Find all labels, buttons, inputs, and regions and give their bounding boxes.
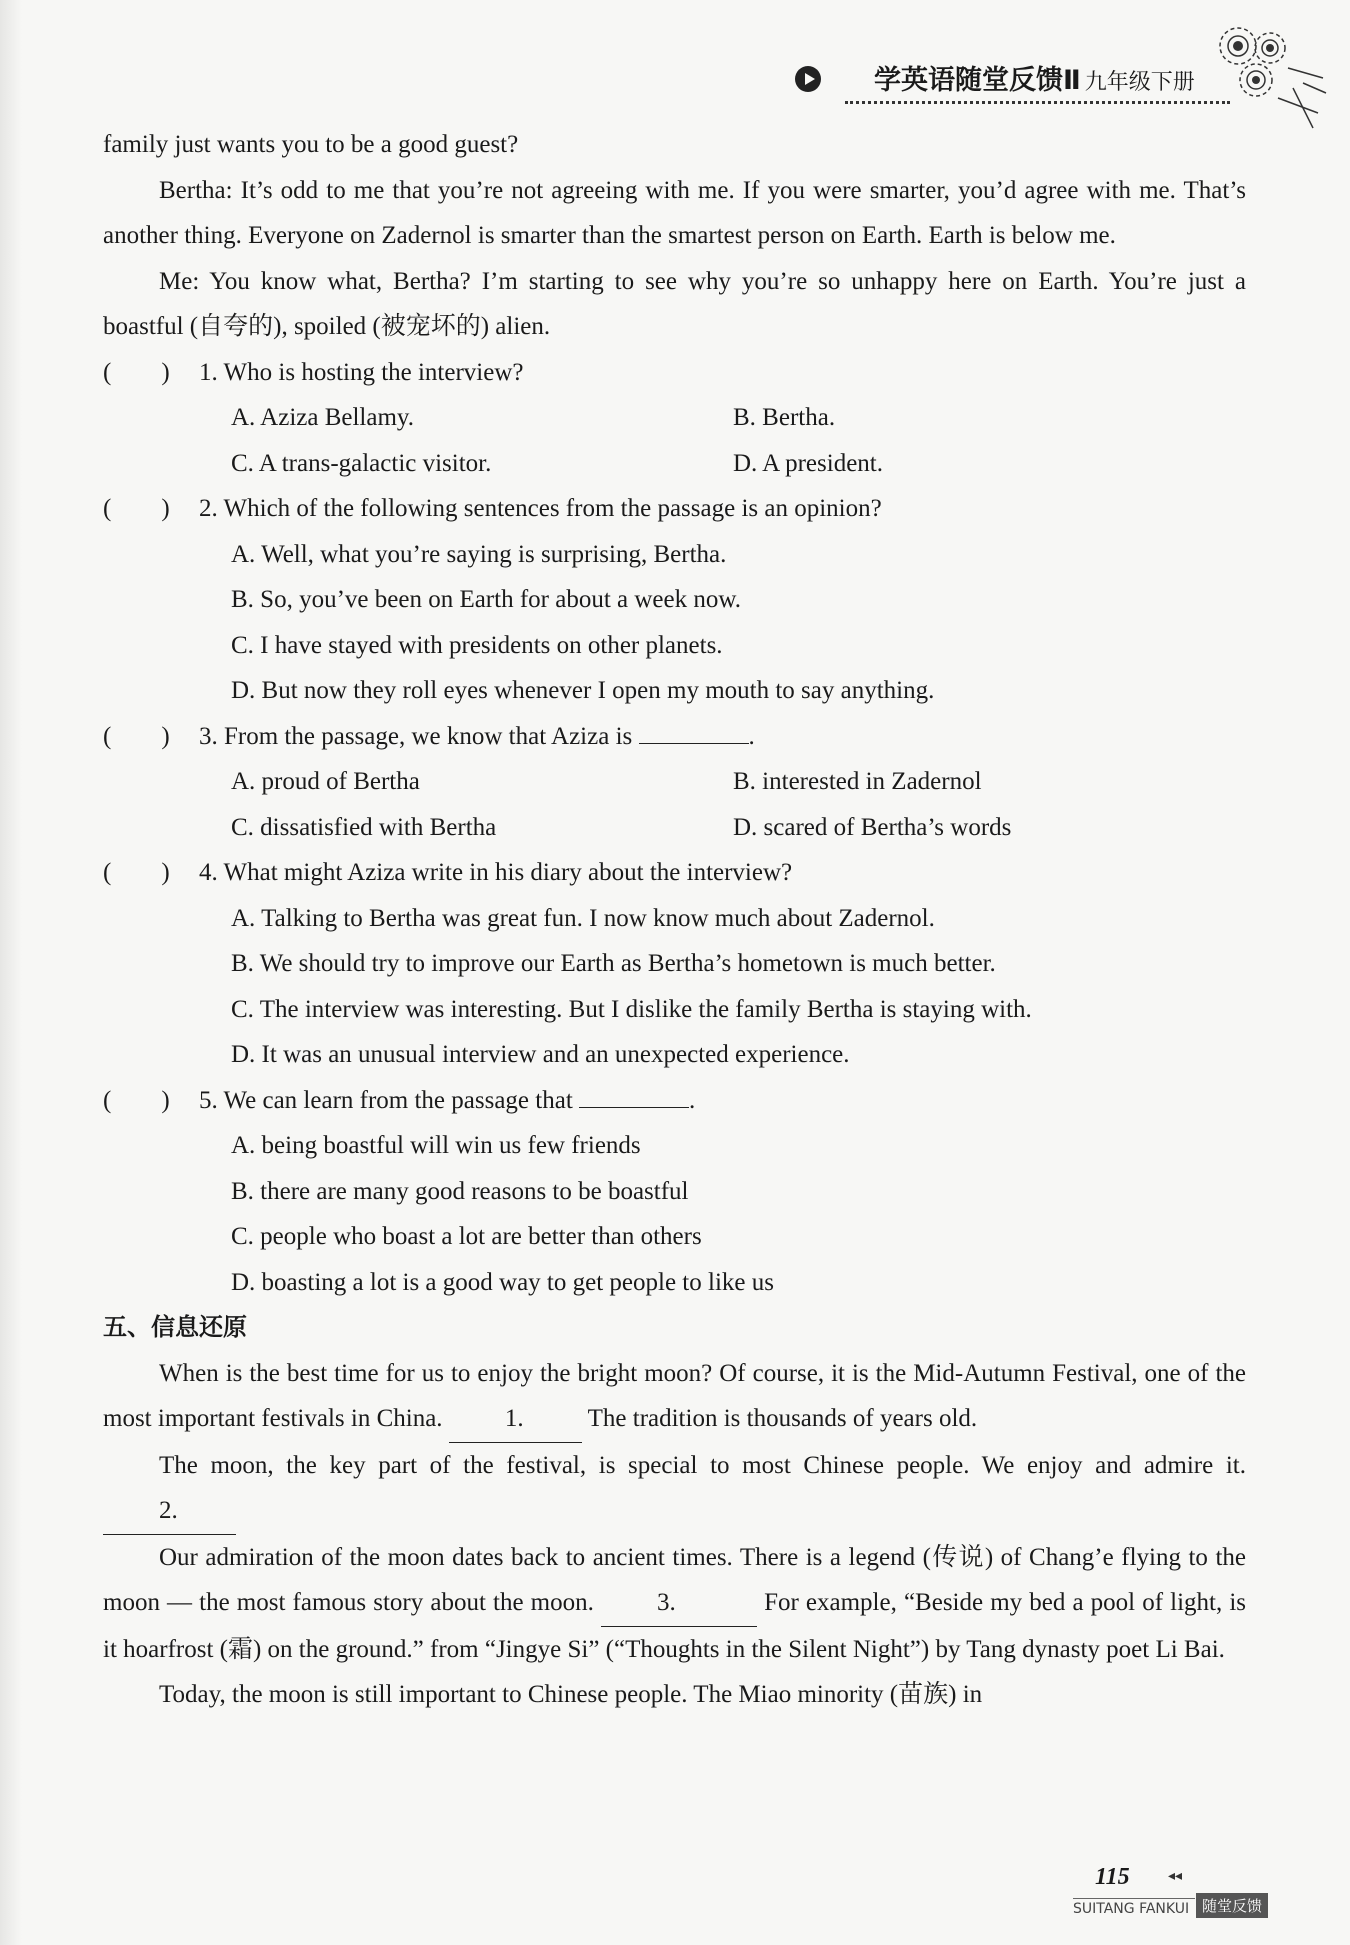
double-arrow-left-icon: ◂◂ <box>1168 1868 1183 1884</box>
option: C. A trans-galactic visitor. <box>231 449 492 477</box>
option: A. being boastful will win us few friends <box>231 1132 641 1159</box>
passage-line: family just wants you to be a good guest? <box>103 131 519 158</box>
question-1 <box>103 350 1246 396</box>
book-title-sub: 九年级下册 <box>1084 70 1195 95</box>
question-4 <box>103 850 1246 896</box>
paragraph-text: When is the best time for us to enjoy the bright moon? Of course, it is the Mid-Autumn Festival, one of the most important festivals in China. <box>103 1359 1246 1432</box>
footer-series-name: SUITANG FANKUI <box>1073 1901 1190 1917</box>
blank-number: 3. <box>656 1589 676 1616</box>
question-stem: 1. Who is hosting the interview? <box>199 358 524 386</box>
answer-blank[interactable] <box>639 718 749 744</box>
question-3 <box>103 714 1246 760</box>
options-row <box>103 805 1246 851</box>
paragraph-text: For example, “Beside my bed a pool of light, is it hoarfrost (霜) on the ground.” from “Jingye Si” (“Thoughts in the Silent Night”) by Tang dynasty poet Li Bai. <box>103 1589 1247 1663</box>
option: B. So, you’ve been on Earth for about a week now. <box>231 586 742 613</box>
answer-paren[interactable]: ( ) <box>103 495 170 522</box>
options-row <box>103 441 1246 487</box>
blank-1[interactable] <box>449 1396 582 1443</box>
option: C. dissatisfied with Bertha <box>231 813 497 841</box>
section-title: 五、信息还原 <box>103 1313 247 1341</box>
stem-end: . <box>748 722 755 750</box>
blank-number: 1. <box>504 1405 524 1432</box>
paragraph-text: The moon, the key part of the festival, is special to most Chinese people. We enjoy and admire it. <box>159 1451 1246 1479</box>
section5-paragraph-1 <box>103 1351 1246 1443</box>
option: A. Aziza Bellamy. <box>231 404 415 431</box>
footer-tag: 随堂反馈 <box>1196 1893 1268 1918</box>
passage-paragraph: Bertha: It’s odd to me that you’re not agreeing with me. If you were smarter, you’d agree with me. That’s another thing. Everyone on Zadernol is smarter than the smartest person on Earth. Earth is below me. <box>103 176 1246 249</box>
question-stem: 4. What might Aziza write in his diary about the interview? <box>199 859 793 886</box>
book-title-main: 学英语随堂反馈Ⅱ <box>874 65 1081 96</box>
play-icon <box>795 66 821 92</box>
page-content <box>103 122 1246 1718</box>
section5-paragraph-2 <box>103 1443 1246 1535</box>
option: D. It was an unusual interview and an unexpected experience. <box>231 1041 850 1068</box>
blank-2[interactable] <box>103 1488 236 1535</box>
option: D. boasting a lot is a good way to get people to like us <box>231 1268 774 1296</box>
header-dotted-rule <box>845 101 1230 104</box>
option: D. But now they roll eyes whenever I open my mouth to say anything. <box>231 677 935 704</box>
page-header <box>0 0 1350 130</box>
book-title <box>874 58 1195 97</box>
answer-paren[interactable]: ( ) <box>103 722 170 750</box>
answer-paren[interactable]: ( ) <box>103 358 170 386</box>
sunflower-decoration-icon <box>1208 18 1328 133</box>
option: C. The interview was interesting. But I dislike the family Bertha is staying with. <box>231 995 1032 1023</box>
answer-blank[interactable] <box>579 1082 689 1108</box>
question-stem: 2. Which of the following sentences from the passage is an opinion? <box>199 495 882 522</box>
option: D. scared of Bertha’s words <box>733 813 1012 841</box>
option: D. A president. <box>733 449 883 477</box>
blank-number: 2. <box>159 1497 178 1524</box>
page-number: 115 <box>1095 1864 1130 1890</box>
page-edge-shadow <box>0 0 22 1945</box>
option: A. Well, what you’re saying is surprising, Bertha. <box>231 540 727 568</box>
question-2 <box>103 486 1246 532</box>
option: B. there are many good reasons to be boastful <box>231 1177 689 1205</box>
option: B. interested in Zadernol <box>733 768 982 795</box>
answer-paren[interactable]: ( ) <box>103 1086 170 1114</box>
footer-rule <box>1073 1898 1195 1899</box>
question-stem: 5. We can learn from the passage that <box>199 1086 573 1114</box>
blank-3[interactable] <box>601 1580 757 1627</box>
answer-paren[interactable]: ( ) <box>103 859 170 886</box>
paragraph-text: Our admiration of the moon dates back to ancient times. There is a legend (传说) of Chang’e flying to the moon — the most famous story about the moon. <box>103 1543 1246 1616</box>
option: C. I have stayed with presidents on other planets. <box>231 631 723 659</box>
section5-paragraph-3 <box>103 1535 1246 1673</box>
option: A. Talking to Bertha was great fun. I now know much about Zadernol. <box>231 904 935 932</box>
question-stem: 3. From the passage, we know that Aziza is <box>199 722 633 750</box>
passage-paragraph: Me: You know what, Bertha? I’m starting to see why you’re so unhappy here on Earth. You’re just a boastful (自夸的), spoiled (被宠坏的) alien. <box>103 267 1246 340</box>
option: C. people who boast a lot are better than others <box>231 1223 702 1250</box>
option: A. proud of Bertha <box>231 768 420 795</box>
options-row <box>103 395 1246 441</box>
section5-paragraph-4: Today, the moon is still important to Chinese people. The Miao minority (苗族) in <box>159 1681 983 1708</box>
option: B. We should try to improve our Earth as Bertha’s hometown is much better. <box>231 950 996 977</box>
stem-end: . <box>689 1086 696 1114</box>
paragraph-text: The tradition is thousands of years old. <box>587 1405 978 1432</box>
question-5 <box>103 1078 1246 1124</box>
options-row <box>103 759 1246 805</box>
option: B. Bertha. <box>733 404 836 431</box>
